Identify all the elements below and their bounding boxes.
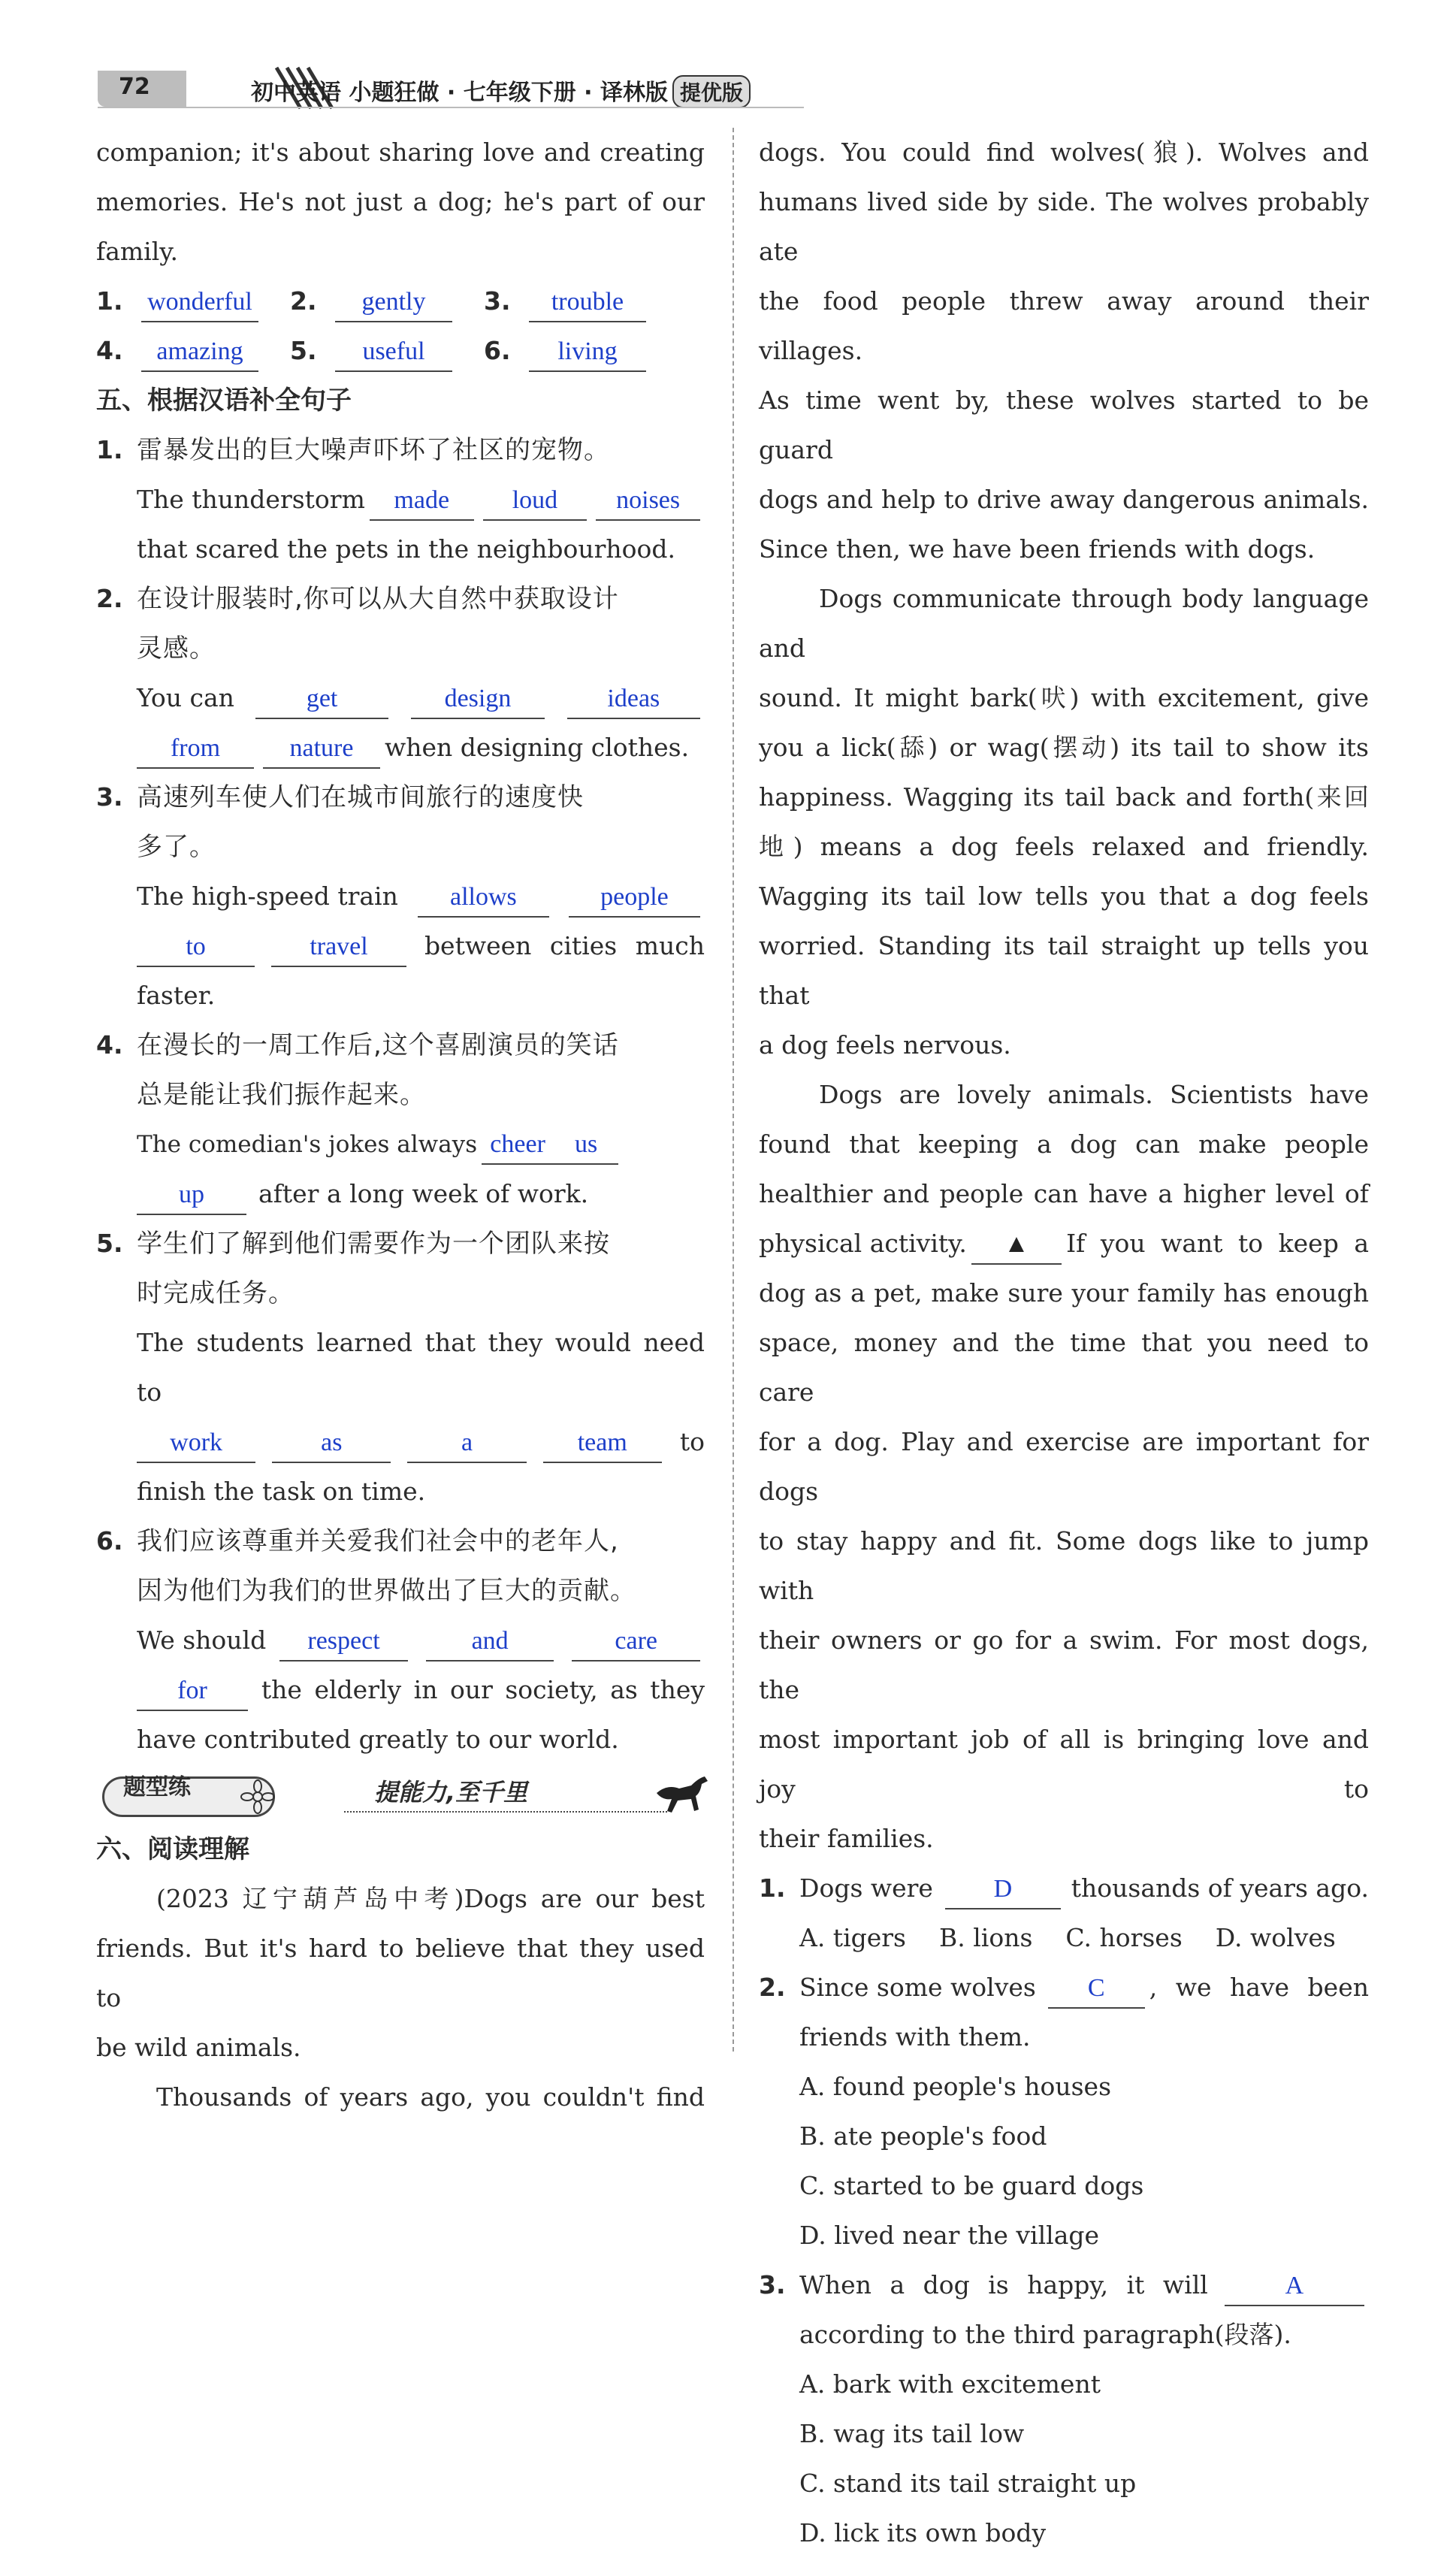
flower-icon (239, 1778, 276, 1816)
para2-line: Dogs communicate through body language and (759, 584, 1369, 663)
option-a[interactable]: A. tigers (799, 1923, 906, 1952)
reading-blank[interactable]: ▲ (971, 1227, 1062, 1265)
para1-line: Since then, we have been friends with dogs. (759, 534, 1316, 564)
answer-blank[interactable]: travel (271, 930, 406, 967)
page-number: 72 (119, 74, 150, 100)
answer-blank[interactable]: noises (596, 483, 700, 521)
rq3-stem-cont: according to the third paragraph(段落). (799, 2320, 1291, 2349)
para3-line: found that keeping a dog can make people (759, 1129, 1369, 1159)
answer-blank[interactable]: as (272, 1426, 391, 1463)
word-answer-blank[interactable]: wonderful (141, 285, 258, 322)
stem-text: When a dog is happy, it will (799, 2270, 1208, 2299)
answer-blank[interactable]: work (137, 1426, 255, 1463)
para2-line: happiness. Wagging its tail back and forth(来回 (759, 782, 1369, 812)
question-chinese: 雷暴发出的巨大噪声吓坏了社区的宠物。 (137, 435, 610, 465)
para2-line: Wagging its tail low tells you that a dog feels (759, 881, 1369, 911)
word-answer-num: 2. (290, 286, 317, 316)
sentence-text: the elderly in our society, as they (261, 1675, 705, 1704)
option-c[interactable]: C. stand its tail straight up (799, 2469, 1137, 2498)
question-number: 1. (759, 1873, 786, 1903)
answer-blank[interactable]: cheer (482, 1127, 554, 1165)
para3-line: healthier and people can have a higher level of (759, 1179, 1369, 1208)
sentence-text: The thunderstorm (137, 485, 365, 514)
q4-sentence-cont (96, 1169, 705, 1219)
word-answer-num: 4. (96, 336, 123, 365)
para1-line: dogs. You could find wolves(狼). Wolves and (759, 138, 1369, 167)
option-c[interactable]: C. started to be guard dogs (799, 2171, 1144, 2200)
q5-chinese-cont: 时完成任务。 (137, 1278, 295, 1308)
option-d[interactable]: D. lived near the village (799, 2221, 1100, 2250)
para3-blank-line (759, 1219, 1369, 1268)
para3-line: for a dog. Play and exercise are important for dogs (759, 1427, 1369, 1506)
q4-sentence (96, 1120, 705, 1169)
question-number: 2. (759, 1973, 786, 2002)
q6-prompt (96, 1516, 705, 1566)
question-chinese: 在漫长的一周工作后,这个喜剧演员的笑话 (137, 1030, 619, 1060)
para1-line: As time went by, these wolves started to be guard (759, 386, 1369, 464)
para3-line: Dogs are lovely animals. Scientists have (819, 1080, 1369, 1109)
answer-blank[interactable]: made (370, 483, 474, 521)
answer-blank[interactable]: team (543, 1426, 662, 1463)
q1-sentence-end: that scared the pets in the neighbourhood. (137, 534, 675, 564)
para2-line: 地) means a dog feels relaxed and friendly. (759, 832, 1369, 861)
word-answer-blank[interactable]: useful (335, 334, 452, 372)
reading-line-2: friends. But it's hard to believe that they used to (96, 1934, 705, 2012)
answer-blank[interactable]: up (137, 1178, 246, 1215)
answer-blank[interactable]: get (255, 682, 388, 719)
intro-line-1: companion; it's about sharing love and creating (96, 138, 705, 167)
para2-line: a dog feels nervous. (759, 1030, 1011, 1060)
q4-chinese-cont: 总是能让我们振作起来。 (137, 1080, 426, 1110)
q1-sentence (96, 475, 705, 525)
word-answer-num: 1. (96, 286, 123, 316)
para2-line: worried. Standing its tail straight up tells you that (759, 931, 1369, 1010)
stem-text: thousands of years ago. (1071, 1873, 1369, 1903)
horse-icon (652, 1770, 712, 1819)
answer-blank[interactable]: nature (263, 731, 380, 769)
answer-blank[interactable]: design (411, 682, 544, 719)
para3-line: their families. (759, 1824, 934, 1853)
option-b[interactable]: B. lions (939, 1923, 1033, 1952)
stem-text: Dogs were (799, 1873, 933, 1903)
q3-sentence-cont (96, 921, 705, 971)
question-number: 3. (759, 2270, 786, 2299)
answer-blank[interactable]: to (137, 930, 255, 967)
question-chinese: 我们应该尊重并关爱我们社会中的老年人, (137, 1526, 619, 1556)
para3-line: to stay happy and fit. Some dogs like to jump with (759, 1526, 1369, 1605)
para1-line: dogs and help to drive away dangerous animals. (759, 485, 1369, 514)
option-d[interactable]: D. lick its own body (799, 2518, 1047, 2547)
reading-line-4: Thousands of years ago, you couldn't find (156, 2082, 705, 2112)
practice-banner (96, 1767, 705, 1825)
word-answer-blank[interactable]: amazing (141, 334, 258, 372)
q2-chinese-cont: 灵感。 (137, 633, 216, 664)
word-answer-blank[interactable]: gently (335, 285, 452, 322)
answer-blank[interactable]: D (945, 1872, 1061, 1909)
option-d[interactable]: D. wolves (1215, 1923, 1336, 1952)
section-5-title: 五、根据汉语补全句子 (96, 386, 352, 416)
q1-prompt (96, 425, 705, 475)
para3-text: If you want to keep a (1066, 1229, 1369, 1258)
q3-chinese-cont: 多了。 (137, 832, 216, 862)
option-a[interactable]: A. found people's houses (799, 2072, 1112, 2101)
para3-line: most important job of all is bringing love and joy to (759, 1725, 1369, 1804)
rq2-stem (759, 1963, 1369, 2012)
q2-sentence (96, 673, 705, 723)
para1-line: the food people threw away around their villages. (759, 286, 1369, 365)
para2-line: you a lick(舔) or wag(摆动) its tail to show its (759, 733, 1369, 762)
sentence-text: We should (137, 1625, 267, 1655)
answer-blank[interactable]: A (1225, 2269, 1364, 2306)
rq3-stem (759, 2260, 1369, 2310)
right-column (759, 128, 1369, 2558)
word-answer-num: 6. (484, 336, 511, 365)
left-column (96, 128, 705, 2122)
banner-label: 题型练 (123, 1774, 191, 1801)
q5-sentence-cont (96, 1417, 705, 1467)
question-number: 2. (96, 584, 123, 613)
word-answer-blank[interactable]: living (529, 334, 646, 372)
answer-blank[interactable]: allows (418, 880, 549, 918)
answer-blank[interactable]: and (426, 1624, 554, 1661)
para3-line: their owners or go for a swim. For most dogs, the (759, 1625, 1369, 1704)
answer-blank[interactable]: for (137, 1674, 248, 1711)
q6-sentence-cont (96, 1665, 705, 1715)
word-answers-row-2 (96, 326, 705, 376)
section-6-title: 六、阅读理解 (96, 1834, 249, 1864)
q2-prompt (96, 574, 705, 624)
sentence-text: after a long week of work. (258, 1179, 589, 1208)
question-number: 4. (96, 1030, 123, 1060)
q3-sentence (96, 872, 705, 921)
rq1-stem (759, 1864, 1369, 1913)
answer-blank[interactable]: from (137, 731, 254, 769)
answer-blank[interactable]: care (572, 1624, 700, 1661)
question-number: 1. (96, 435, 123, 464)
q3-prompt (96, 773, 705, 822)
para2-line: sound. It might bark(吠) with excitement, give (759, 683, 1369, 712)
question-number: 6. (96, 1526, 123, 1556)
question-number: 3. (96, 782, 123, 812)
word-answers-row-1 (96, 277, 705, 326)
rq2-stem-cont: friends with them. (799, 2022, 1031, 2052)
q5-prompt (96, 1219, 705, 1268)
q5-sentence: The students learned that they would need to (137, 1328, 705, 1407)
word-answer-blank[interactable]: trouble (529, 285, 646, 322)
reading-line-3: be wild animals. (96, 2033, 301, 2062)
edition-badge: 提优版 (672, 75, 751, 108)
answer-blank[interactable]: loud (483, 483, 588, 521)
para1-line: humans lived side by side. The wolves probably ate (759, 187, 1369, 266)
question-number: 5. (96, 1229, 123, 1258)
reading-line-1: (2023 辽宁葫芦岛中考)Dogs are our best (156, 1884, 705, 1913)
rq1-options (759, 1913, 1369, 1963)
q2-sentence-cont (96, 723, 705, 773)
word-answer-num: 3. (484, 286, 511, 316)
answer-blank[interactable]: people (569, 880, 700, 918)
sentence-text: You can (137, 683, 234, 712)
book-title (251, 74, 751, 108)
para3-line: dog as a pet, make sure your family has enough (759, 1278, 1369, 1308)
page-header (90, 65, 811, 111)
answer-blank[interactable]: C (1048, 1971, 1145, 2009)
q6-chinese-cont: 因为他们为我们的世界做出了巨大的贡献。 (137, 1576, 636, 1606)
word-answer-num: 5. (290, 336, 317, 365)
intro-line-2: memories. He's not just a dog; he's part of our (96, 187, 705, 216)
stem-text: Since some wolves (799, 1973, 1036, 2002)
intro-line-3: family. (96, 237, 179, 266)
sentence-text: to (679, 1427, 705, 1456)
question-chinese: 在设计服装时,你可以从大自然中获取设计 (137, 584, 619, 614)
column-divider (733, 128, 734, 2052)
answer-blank[interactable]: ideas (567, 682, 700, 719)
option-b[interactable]: B. wag its tail low (799, 2419, 1025, 2448)
answer-blank[interactable]: us (554, 1127, 618, 1165)
banner-dotted-line (344, 1811, 667, 1813)
sentence-text: between cities much (424, 931, 705, 960)
q6-sentence (96, 1616, 705, 1665)
q4-prompt (96, 1020, 705, 1070)
sentence-text: The comedian's jokes always (137, 1131, 478, 1158)
book-title-text: 初中英语 小题狂做 · 七年级下册 · 译林版 (251, 80, 669, 106)
q6-sentence-end: have contributed greatly to our world. (137, 1725, 619, 1754)
sentence-text: when designing clothes. (385, 733, 690, 762)
option-c[interactable]: C. horses (1065, 1923, 1183, 1952)
header-rule (98, 107, 804, 108)
option-b[interactable]: B. ate people's food (799, 2121, 1047, 2151)
banner-motto: 提能力,至千里 (374, 1778, 528, 1807)
answer-blank[interactable]: a (407, 1426, 526, 1463)
question-chinese: 学生们了解到他们需要作为一个团队来按 (137, 1229, 610, 1259)
answer-blank[interactable]: respect (279, 1624, 408, 1661)
question-chinese: 高速列车使人们在城市间旅行的速度快 (137, 782, 584, 812)
sentence-text: The high-speed train (137, 881, 398, 911)
para3-line: space, money and the time that you need to care (759, 1328, 1369, 1407)
q5-sentence-end: finish the task on time. (137, 1477, 426, 1506)
q3-sentence-end: faster. (137, 981, 216, 1010)
stem-text: , we have been (1149, 1973, 1369, 2002)
para3-text: physical activity. (759, 1229, 967, 1258)
option-a[interactable]: A. bark with excitement (799, 2369, 1101, 2399)
